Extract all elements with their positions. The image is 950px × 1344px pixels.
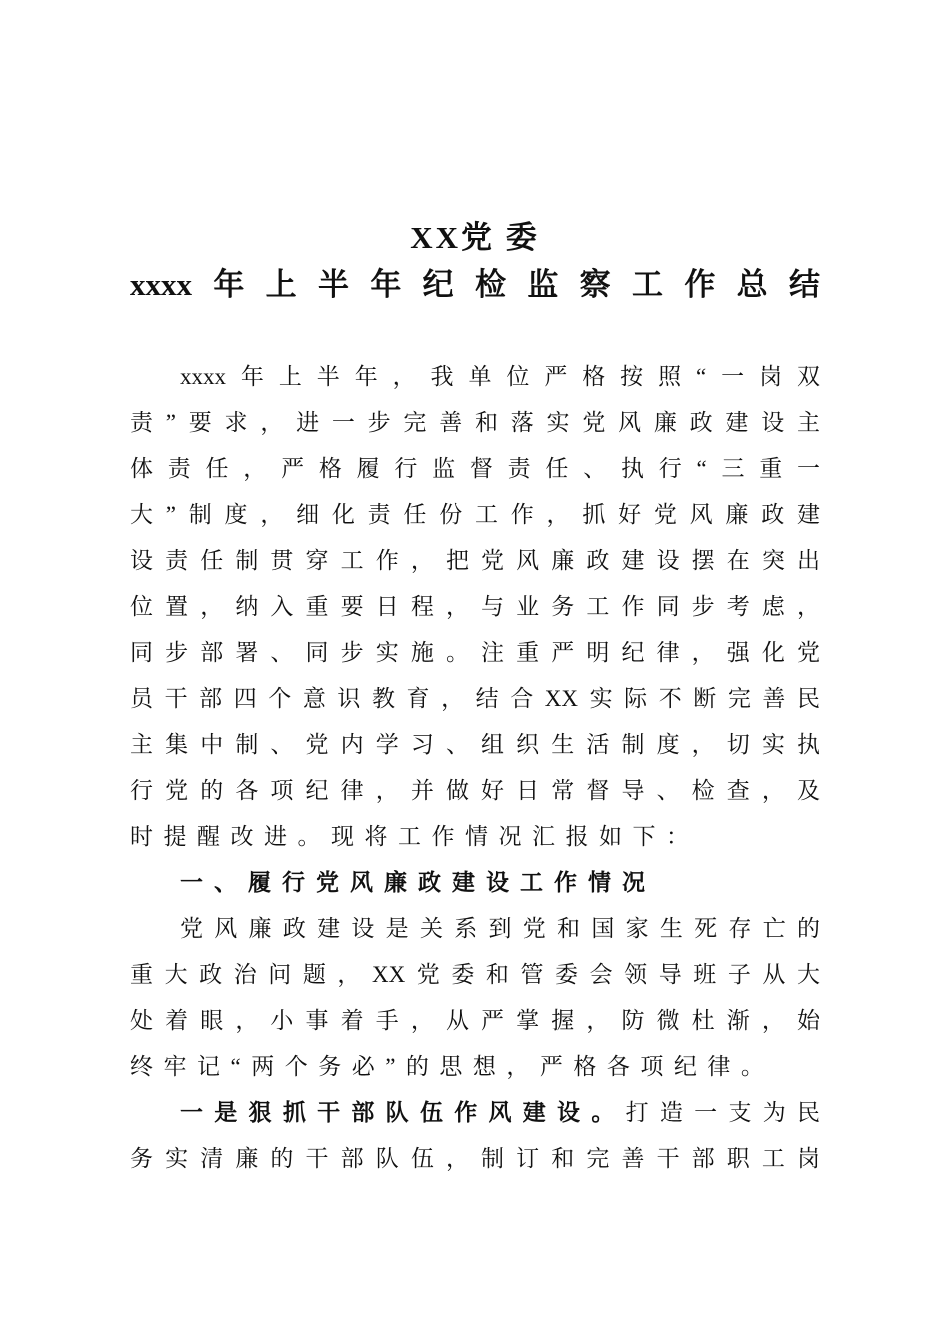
- intro-line: 大”制度，细化责任份工作，抓好党风廉政建: [130, 502, 820, 527]
- point-line: 务实清廉的干部队伍，制订和完善干部职工岗: [130, 1146, 820, 1171]
- intro-line-last: 时提醒改进。现将工作情况汇报如下：: [130, 824, 700, 849]
- intro-line: 位置，纳入重要日程，与业务工作同步考虑，: [130, 594, 820, 619]
- section-line: 党风廉政建设是关系到党和国家生死存亡的: [180, 916, 820, 941]
- intro-line: 同步部署、同步实施。注重严明纪律，强化党: [130, 640, 820, 665]
- point-text: 打造一支为民: [625, 1100, 821, 1125]
- document-body: [130, 354, 820, 1182]
- document-title-report: xxxx年上半年纪检监察工作总结: [130, 267, 820, 302]
- intro-line: 员干部四个意识教育，结合XX实际不断完善民: [130, 686, 820, 711]
- point-line: [130, 1090, 820, 1136]
- section-line-last: 终牢记“两个务必”的思想，严格各项纪律。: [130, 1054, 775, 1079]
- section-line: 重大政治问题，XX党委和管委会领导班子从大: [130, 962, 820, 987]
- intro-line: 责”要求，进一步完善和落实党风廉政建设主: [130, 410, 820, 435]
- intro-line: xxxx年上半年，我单位严格按照“一岗双: [180, 364, 820, 389]
- intro-line: 设责任制贯穿工作，把党风廉政建设摆在突出: [130, 548, 820, 573]
- intro-line: 主集中制、党内学习、组织生活制度，切实执: [130, 732, 820, 757]
- intro-line: 体责任，严格履行监督责任、执行“三重一: [130, 456, 820, 481]
- section-line: 处着眼，小事着手，从严掌握，防微杜渐，始: [130, 1008, 820, 1033]
- section-heading: 一、履行党风廉政建设工作情况: [180, 870, 656, 896]
- point-lead-text: 一是狠抓干部队伍作风建设。: [180, 1100, 626, 1125]
- document-title-organization: XX党 委: [410, 220, 540, 255]
- intro-line: 行党的各项纪律，并做好日常督导、检查，及: [130, 778, 820, 803]
